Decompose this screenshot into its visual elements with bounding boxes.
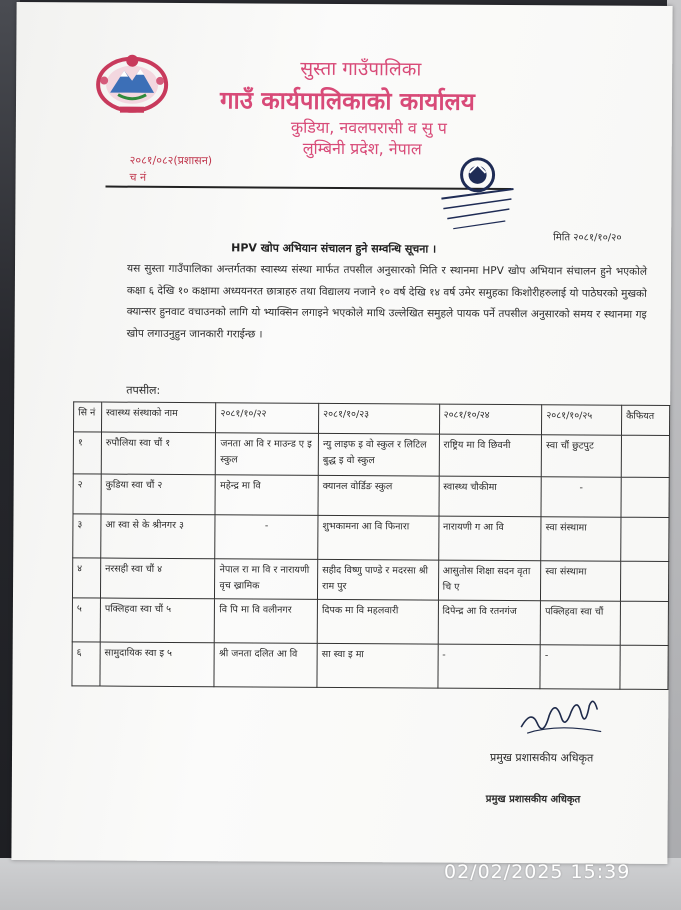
table-row	[73, 514, 669, 562]
cell-date-4: -	[540, 645, 620, 689]
cell-date-1: महेन्द्र मा वि	[215, 475, 318, 516]
cell-remarks	[620, 601, 668, 645]
cell-institution: नरसही स्वा चौं ४	[100, 558, 215, 599]
header-date-2: २०८१/१०/२३	[319, 403, 440, 434]
government-emblem-icon	[90, 50, 174, 115]
cell-institution: कुडिया स्वा चौं २	[101, 474, 216, 515]
notice-body: यस सुस्ता गाउँपालिका अन्तर्गतका स्वास्थ्य संस्था मार्फत तपसील अनुसारको मिति र स्थानमा HPV खोप अभियान संचालन हुने भएकोले कक्षा ६ देखि १० कक्षामा अध्ययनरत छात्राहरु तथा विद्यालय नजाने १० वर्ष देखि १४ वर्ष उमेर समुहका किशोरीहरुलाई यो पाठेघरको मुखको क्यान्सर हुनवाट वचाउनको लागि यो भ्याक्सिन लगाइने भएकोले माथि उल्लेखित समुहले पायक पर्ने तपसील अनुसारको समय र स्थानमा गइ खोप लगाउनुहुन जानकारी गराईन्छ ।	[126, 262, 648, 341]
dispatch-number-label: च नं	[129, 170, 147, 184]
letter-number: २०८१/०८२(प्रशासन)	[129, 153, 213, 168]
cell-remarks	[621, 435, 669, 477]
header-institution: स्वास्थ्य संस्थाको नाम	[101, 402, 216, 433]
table-row	[73, 474, 669, 518]
table-header-row	[74, 402, 670, 436]
cell-date-3: दिपेन्द्र आ वि रतनगंज	[438, 600, 541, 645]
cell-institution: सामुदायिक स्वा इ ५	[100, 642, 215, 687]
cell-date-1: जनता आ वि र माउन्ड ए इ स्कुल	[216, 433, 319, 476]
table-row	[72, 642, 668, 690]
municipality-name: सुस्ता गाउँपालिका	[300, 57, 422, 81]
cell-date-4: स्वा संस्थामा	[541, 517, 621, 561]
notice-document	[11, 2, 672, 864]
notice-subject: HPV खोप अभियान संचालन हुने सम्वन्धि सूचना ।	[231, 241, 437, 256]
vaccination-schedule-table	[71, 401, 670, 690]
cell-date-1: नेपाल रा मा वि र नारायणी वृच ख्रामिक	[215, 559, 318, 600]
cell-date-2: क्यानल वोर्डिङ स्कुल	[318, 475, 439, 516]
cell-remarks	[621, 517, 669, 561]
cell-date-1: श्री जनता दलित आ वि	[214, 643, 317, 688]
issue-date: मिति २०८१/१०/२०	[553, 232, 622, 244]
officer-signature-icon	[517, 693, 607, 744]
office-address: कुडिया, नवलपरासी व सु प	[290, 117, 447, 138]
cell-date-3: -	[438, 644, 541, 689]
cell-date-2: न्यु लाइफ इ वो स्कुल र लिटिल बुद्ध इ वो स्कुल	[318, 433, 439, 476]
table-row	[72, 598, 668, 646]
cell-date-1: -	[215, 515, 318, 560]
table-row	[72, 558, 668, 602]
header-date-3: २०८१/१०/२४	[439, 404, 542, 435]
cell-date-4: -	[541, 477, 621, 517]
cell-date-3: नारायणी ग आ वि	[438, 516, 541, 561]
cell-remarks	[620, 645, 668, 689]
cell-date-2: दिपक मा वि महलवारी	[317, 599, 438, 644]
cell-date-1: वि पि मा वि वलीनगर	[215, 599, 318, 644]
signatory-seal: प्रमुख प्रशासकीय अधिकृत	[485, 793, 581, 806]
signatory-title: प्रमुख प्रशासकीय अधिकृत	[489, 750, 594, 765]
cell-serial: ६	[72, 642, 100, 686]
province-country: लुम्बिनी प्रदेश, नेपाल	[302, 138, 422, 159]
header-date-4: २०८१/१०/२५	[542, 405, 622, 435]
cell-date-4: स्वा संस्थामा	[541, 561, 621, 601]
cell-serial: १	[73, 432, 101, 474]
cell-date-3: स्वास्थ्य चौकीमा	[439, 476, 542, 517]
table-row	[73, 432, 669, 478]
office-title: गाउँ कार्यपालिकाको कार्यालय	[219, 86, 475, 116]
cell-institution: आ स्वा से के श्रीनगर ३	[101, 514, 216, 559]
photo-timestamp: 02/02/2025 15:39	[444, 861, 631, 883]
cell-date-4: पक्लिहवा स्वा चौं	[540, 601, 620, 645]
header-remarks: कैफियत	[622, 405, 670, 435]
cell-institution: पक्लिहवा स्वा चौं ५	[100, 598, 215, 643]
cell-date-2: सहीद विष्णु पाण्डे र मदरसा श्री राम पुर	[318, 559, 439, 600]
header-date-1: २०८१/१०/२२	[216, 403, 319, 434]
cell-date-2: सा स्वा इ मा	[317, 643, 438, 688]
cell-serial: ४	[72, 558, 100, 598]
cell-date-3: आसुतोस शिक्षा सदन वृता चि ए	[438, 560, 541, 601]
cell-remarks	[621, 477, 669, 517]
header-serial: सि नं	[74, 402, 102, 432]
cell-serial: ५	[72, 598, 100, 642]
cell-date-3: राष्ट्रिय मा वि छिवनी	[439, 434, 542, 477]
cell-date-2: शुभकामना आ वि फिनारा	[318, 515, 439, 560]
cell-remarks	[621, 561, 669, 601]
cell-serial: २	[73, 474, 101, 514]
cell-date-4: स्वा चौं छुटपुट	[541, 435, 621, 477]
details-label: तपसील:	[126, 383, 161, 397]
office-stamp-icon	[435, 153, 518, 237]
cell-serial: ३	[73, 514, 101, 558]
cell-institution: रुपौलिया स्वा चौं १	[101, 432, 216, 475]
